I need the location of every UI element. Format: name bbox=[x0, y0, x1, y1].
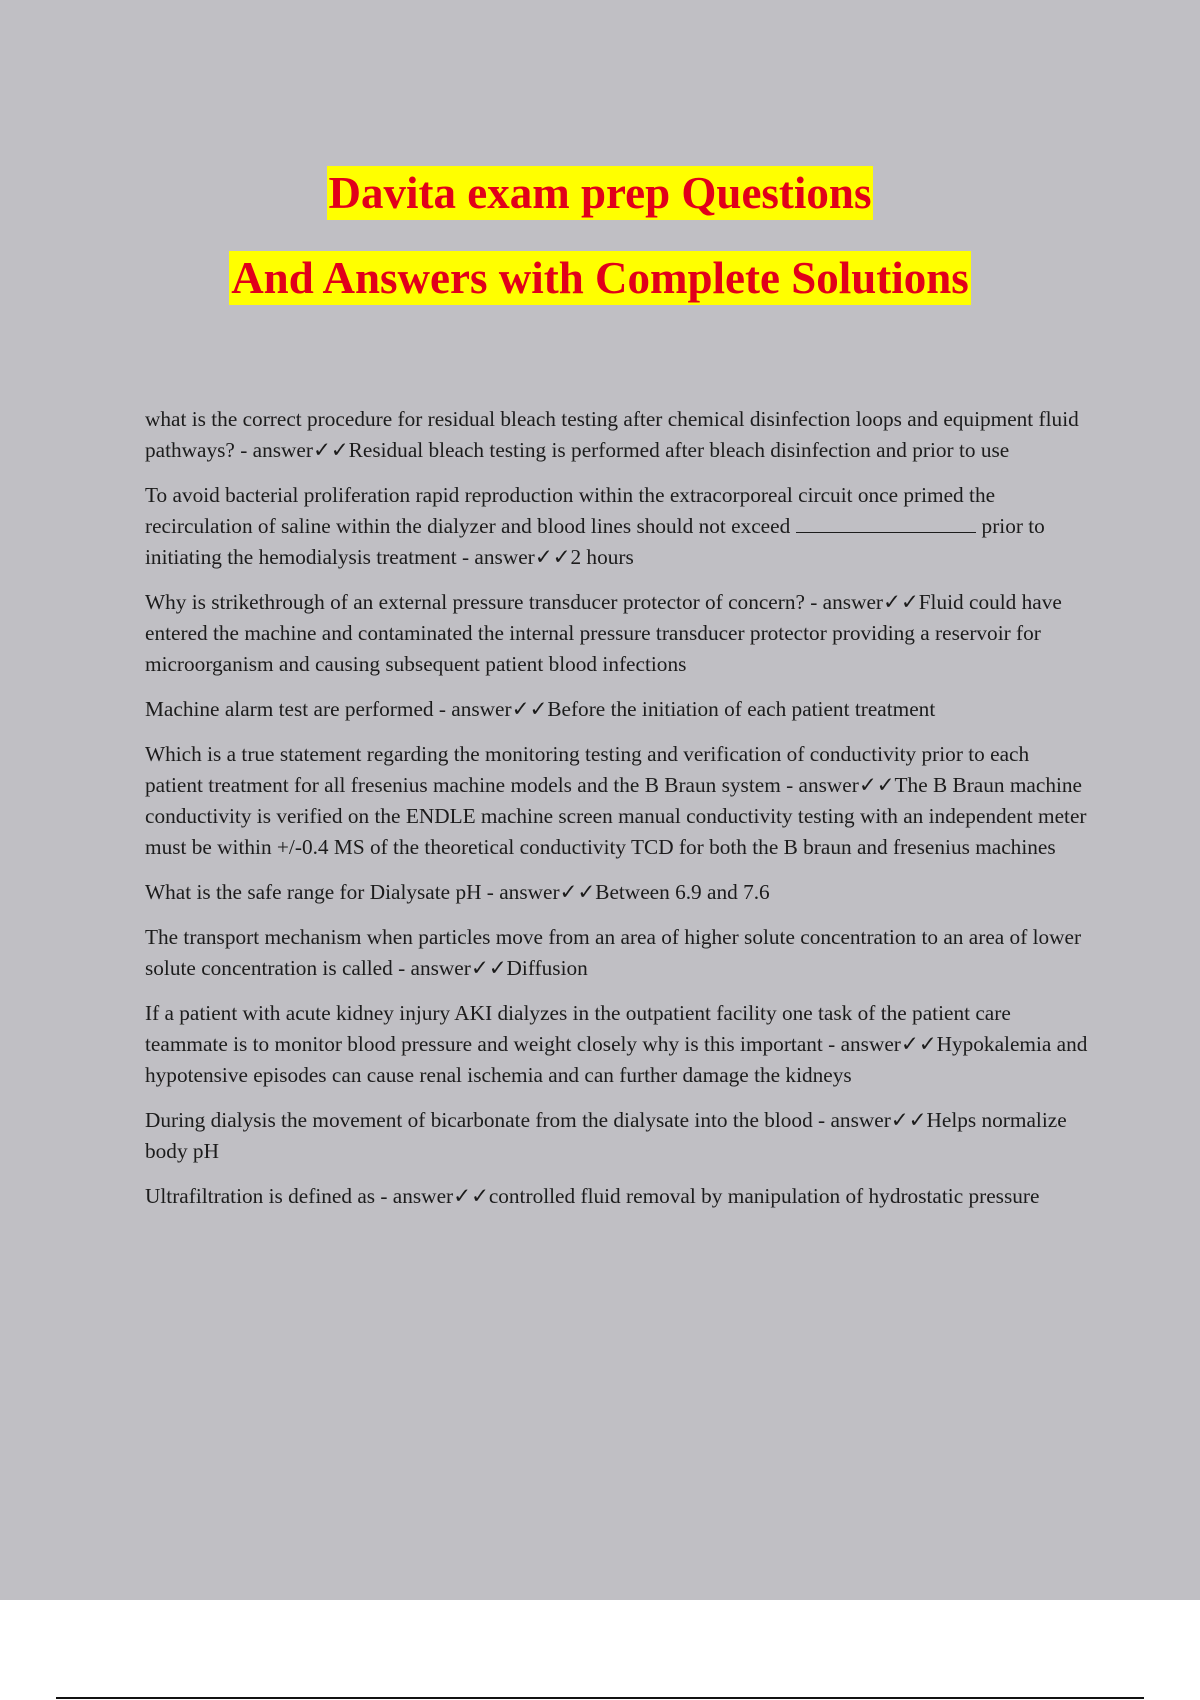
qa-item-5 bbox=[145, 739, 1090, 863]
question-text: If a patient with acute kidney injury AKI dialyzes in the outpatient facility one task of the patient care teammate is to monitor blood pressure and weight closely why is this important - answer bbox=[145, 1001, 1011, 1056]
question-text: Why is strikethrough of an external pressure transducer protector of concern? - answer bbox=[145, 590, 883, 614]
qa-item-8 bbox=[145, 998, 1090, 1091]
answer-text: 2 hours bbox=[570, 545, 634, 569]
answer-text: controlled fluid removal by manipulation of hydrostatic pressure bbox=[488, 1184, 1040, 1208]
question-text: what is the correct procedure for residual bleach testing after chemical disinfection loops and equipment fluid pathways? - answer bbox=[145, 407, 1079, 462]
answer-text: Hypokalemia and hypotensive episodes can cause renal ischemia and can further damage the kidneys bbox=[145, 1032, 1088, 1087]
qa-item-7 bbox=[145, 922, 1090, 984]
question-text: What is the safe range for Dialysate pH - answer bbox=[145, 880, 560, 904]
question-text: Machine alarm test are performed - answer bbox=[145, 697, 512, 721]
qa-item-4 bbox=[145, 694, 1090, 725]
fill-in-blank-line bbox=[796, 514, 976, 533]
qa-item-3 bbox=[145, 587, 1090, 680]
footer-divider bbox=[56, 1697, 1144, 1699]
check-marks: ✓✓ bbox=[534, 545, 571, 569]
qa-item-1 bbox=[145, 404, 1090, 466]
check-marks: ✓✓ bbox=[470, 956, 507, 980]
qa-item-10 bbox=[145, 1181, 1090, 1212]
qa-item-2 bbox=[145, 480, 1090, 573]
answer-text: Fluid could have entered the machine and contaminated the internal pressure transducer protector providing a reservoir for microorganism and causing subsequent patient blood infections bbox=[145, 590, 1062, 676]
check-marks: ✓✓ bbox=[559, 880, 596, 904]
check-marks: ✓✓ bbox=[312, 438, 349, 462]
document-title-line-1: Davita exam prep Questions bbox=[328, 168, 872, 218]
question-text: To avoid bacterial proliferation rapid reproduction within the extracorporeal circuit once primed the recirculation of saline within the dialyzer and blood lines should not exceed bbox=[145, 483, 996, 538]
check-marks: ✓✓ bbox=[883, 590, 919, 614]
check-marks: ✓✓ bbox=[890, 1108, 927, 1132]
check-marks: ✓✓ bbox=[900, 1032, 937, 1056]
question-text: Ultrafiltration is defined as - answer bbox=[145, 1184, 454, 1208]
document-title-line-2: And Answers with Complete Solutions bbox=[231, 253, 969, 303]
check-marks: ✓✓ bbox=[453, 1184, 489, 1208]
qa-list bbox=[145, 404, 1090, 1226]
answer-text: Before the initiation of each patient treatment bbox=[547, 697, 936, 721]
check-marks: ✓✓ bbox=[858, 773, 895, 797]
answer-text: The B Braun machine conductivity is verified on the ENDLE machine screen manual conductivity testing with an independent meter must be within +/-0.4 MS of the theoretical conductivity TCD for both the B braun and fresenius machines bbox=[145, 773, 1087, 859]
answer-text: Residual bleach testing is performed after bleach disinfection and prior to use bbox=[348, 438, 1010, 462]
question-text: The transport mechanism when particles move from an area of higher solute concentration to an area of lower solute concentration is called - answer bbox=[145, 925, 1082, 980]
answer-text: Between 6.9 and 7.6 bbox=[595, 880, 770, 904]
answer-text: Diffusion bbox=[506, 956, 588, 980]
qa-item-9 bbox=[145, 1105, 1090, 1167]
qa-item-6 bbox=[145, 877, 1090, 908]
question-text: During dialysis the movement of bicarbonate from the dialysate into the blood - answer bbox=[145, 1108, 891, 1132]
question-text: Which is a true statement regarding the monitoring testing and verification of conductivity prior to each patient treatment for all fresenius machine models and the B Braun system - answer bbox=[145, 742, 1030, 797]
answer-text: Helps normalize body pH bbox=[145, 1108, 1067, 1163]
check-marks: ✓✓ bbox=[511, 697, 548, 721]
question-text-continued: prior to initiating the hemodialysis treatment - answer bbox=[145, 514, 1045, 569]
title-block bbox=[0, 166, 1200, 336]
